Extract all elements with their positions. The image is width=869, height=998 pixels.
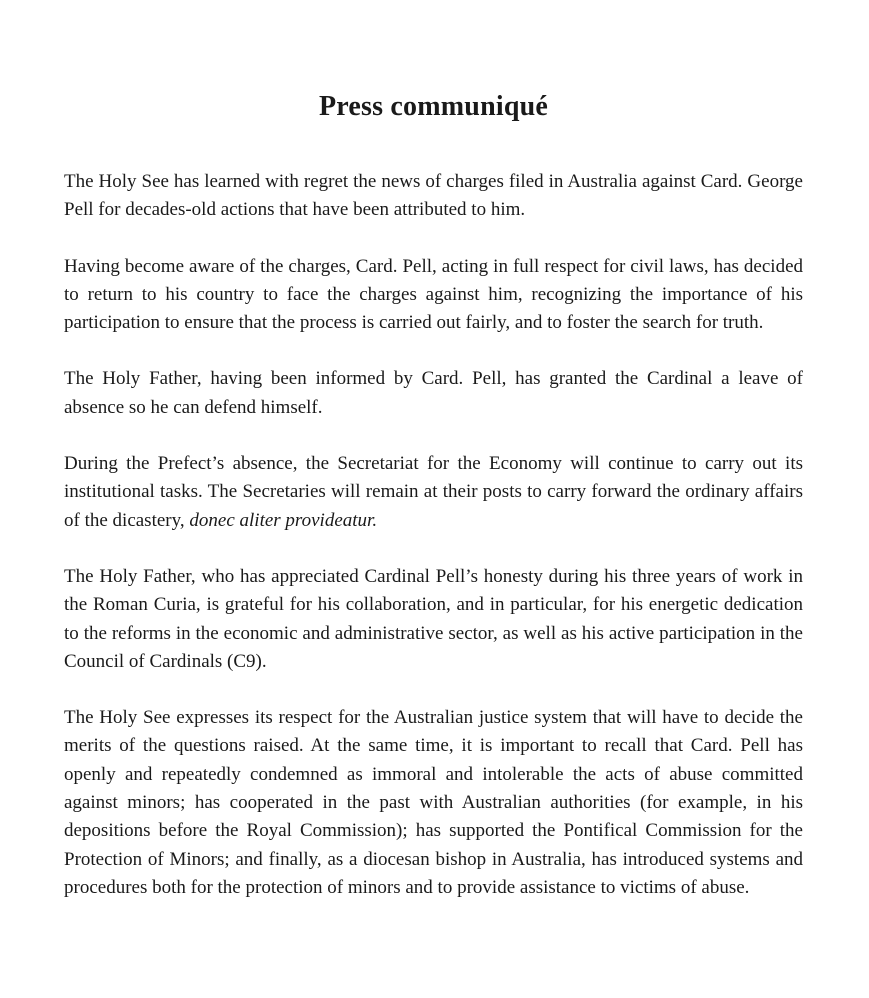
paragraph-charges-filed: The Holy See has learned with regret the news of charges filed in Australia against Card. George Pell for decades-old actions that have been attributed to him. — [64, 171, 803, 221]
document-title: Press communiqué — [318, 91, 549, 122]
latin-phrase: donec aliter provideatur. — [189, 509, 378, 531]
paragraph-respect-justice-system: The Holy See expresses its respect for the Australian justice system that will have to decide the merits of the questions raised. At the same time, it is important to recall that Card. Pell has openly and repeatedly condemned as immoral and intolerable the acts of abuse committed against minors; has cooperated in the past with Australian authorities (for example, in his depositions before the Royal Commission); has supported the Pontifical Commission for the Protection of Minors; and finally, as a diocesan bishop in Australia, has introduced systems and procedures both for the protection of minors and to provide assistance to victims of abuse. — [64, 707, 803, 898]
paragraph-return-to-australia: Having become aware of the charges, Card. Pell, acting in full respect for civil laws, has decided to return to his country to face the charges against him, recognizing the importance of his participation to ensure that the process is carried out fairly, and to foster the search for truth. — [64, 255, 803, 334]
paragraph-secretariat-text: During the Prefect’s absence, the Secretariat for the Economy will continue to carry out its institutional tasks. The Secretaries will remain at their posts to carry forward the ordinary affairs of the dicastery, — [64, 453, 803, 531]
paragraph-secretariat-continuity — [64, 450, 803, 535]
paragraph-leave-of-absence: The Holy Father, having been informed by Card. Pell, has granted the Cardinal a leave of absence so he can defend himself. — [64, 368, 803, 418]
paragraph-holy-father-gratitude: The Holy Father, who has appreciated Cardinal Pell’s honesty during his three years of work in the Roman Curia, is grateful for his collaboration, and in particular, for his energetic dedication to the reforms in the economic and administrative sector, as well as his active participation in the Council of Cardinals (C9). — [64, 565, 803, 672]
